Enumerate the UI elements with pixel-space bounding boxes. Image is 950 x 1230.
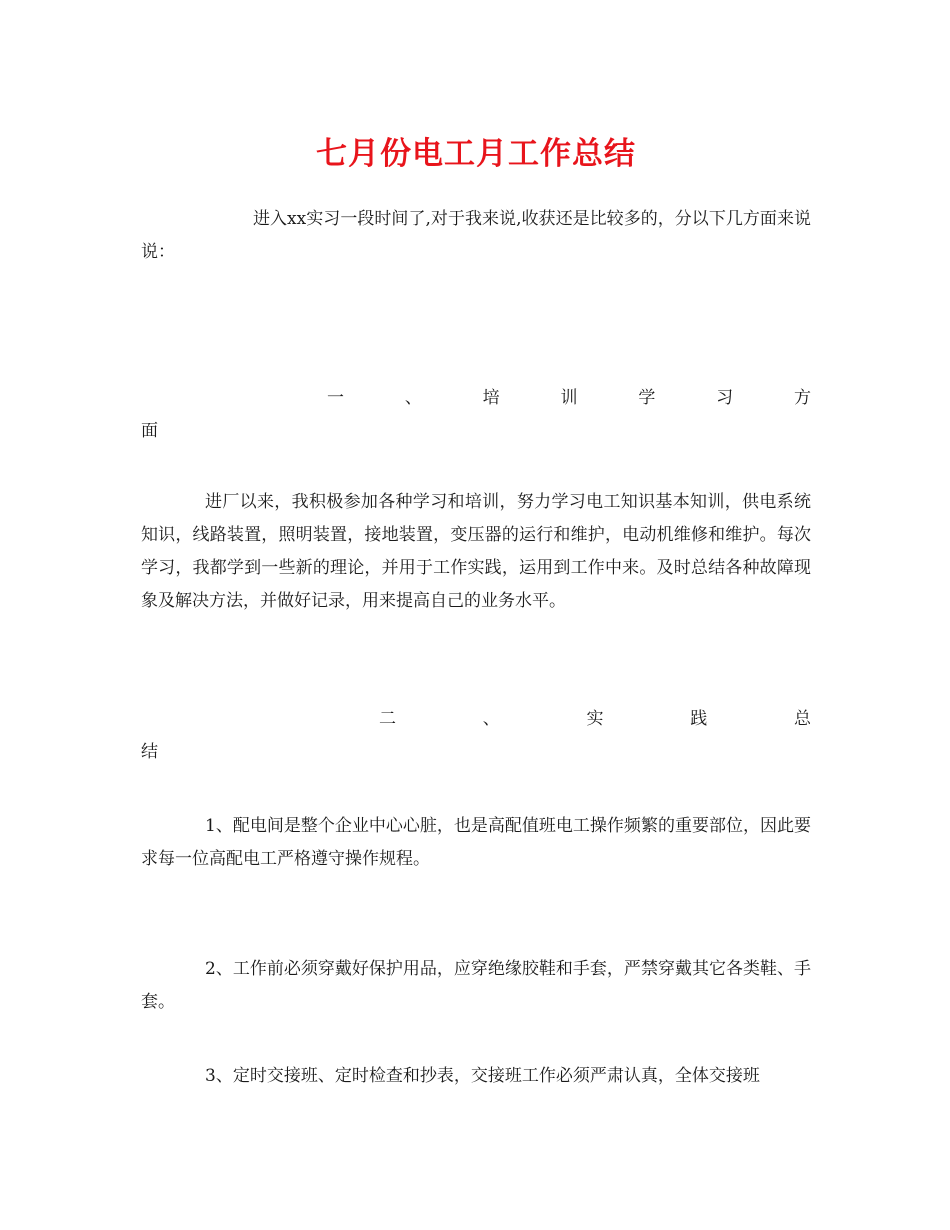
list-item-3: 3、定时交接班、定时检查和抄表，交接班工作必须严肃认真，全体交接班 — [205, 1066, 760, 1086]
heading-char: 培 — [482, 388, 500, 408]
document-page — [141, 0, 811, 1230]
section-heading-training — [141, 382, 811, 448]
heading-char: 方 — [793, 388, 811, 408]
heading-tail: 结 — [141, 742, 158, 762]
heading-char: 一 — [327, 388, 344, 408]
heading-char: 总 — [794, 709, 811, 729]
heading-char: 践 — [690, 709, 708, 729]
heading-char: 、 — [404, 388, 422, 408]
intro-paragraph: 进入xx实习一段时间了,对于我来说,收获还是比较多的，分以下几方面来说说： — [141, 209, 811, 262]
heading-char: 学 — [638, 388, 656, 408]
heading-char: 、 — [482, 709, 500, 729]
document-title: 七月份电工月工作总结 — [316, 136, 636, 172]
training-paragraph: 进厂以来，我积极参加各种学习和培训，努力学习电工知识基本知训，供电系统知识，线路装置，照明装置，接地装置，变压器的运行和维护，电动机维修和维护。每次学习，我都学到一些新的理论，并用于工作实践，运用到工作中来。及时总结各种故障现象及解决方法，并做好记录，用来提高自己的业务水平。 — [141, 492, 811, 611]
section-heading-practice — [141, 703, 811, 769]
heading-tail: 面 — [141, 421, 158, 441]
heading-char: 二 — [379, 709, 396, 729]
heading-char: 实 — [586, 709, 604, 729]
heading-char: 习 — [716, 388, 734, 408]
list-item-1: 1、配电间是整个企业中心心脏，也是高配值班电工操作频繁的重要部位，因此要求每一位高配电工严格遵守操作规程。 — [141, 816, 811, 869]
list-item-2: 2、工作前必须穿戴好保护用品，应穿绝缘胶鞋和手套，严禁穿戴其它各类鞋、手套。 — [141, 959, 811, 1012]
heading-char: 训 — [560, 388, 578, 408]
